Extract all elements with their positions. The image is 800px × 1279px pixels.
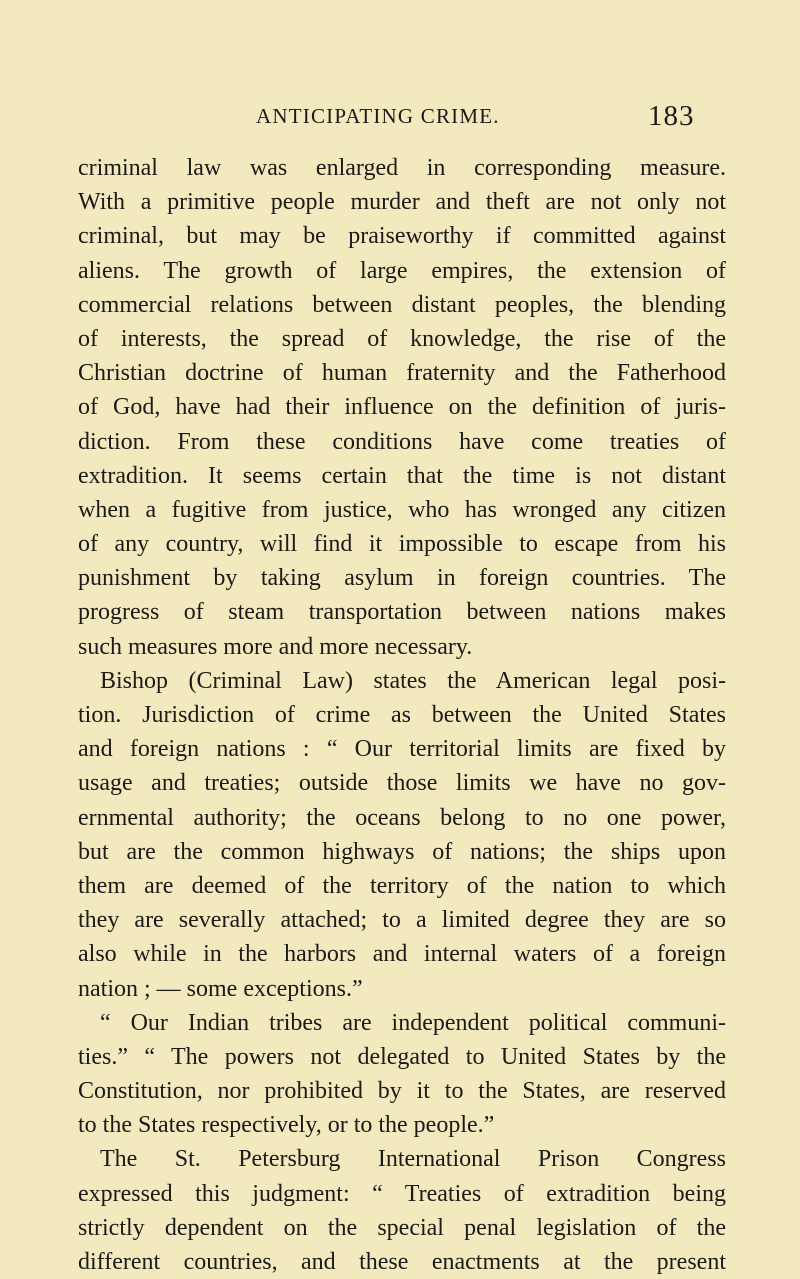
text-line: diction. From these conditions have come treaties of <box>78 428 726 455</box>
text-line: The St. Petersburg International Prison Congress <box>100 1146 726 1173</box>
text-line: With a primitive people murder and theft are not only not <box>78 189 726 216</box>
running-title: ANTICIPATING CRIME. <box>256 104 500 128</box>
text-line: such measures more and more necessary. <box>78 633 473 660</box>
text-line: punishment by taking asylum in foreign countries. The <box>78 565 726 592</box>
text-line: they are severally attached; to a limited degree they are so <box>78 907 726 934</box>
text-line: to the States respectively, or to the people.” <box>78 1112 495 1139</box>
text-line: strictly dependent on the special penal legislation of the <box>78 1214 726 1241</box>
text-line: Constitution, nor prohibited by it to the States, are reserved <box>78 1078 726 1105</box>
text-line: criminal law was enlarged in corresponding measure. <box>78 155 726 181</box>
text-line: usage and treaties; outside those limits we have no gov- <box>78 770 726 797</box>
text-line: commercial relations between distant peoples, the blending <box>78 291 726 318</box>
text-line: also while in the harbors and internal waters of a foreign <box>78 941 726 968</box>
text-line: nation ; — some exceptions.” <box>78 975 363 1002</box>
body-text <box>78 151 726 1279</box>
text-line: criminal, but may be praiseworthy if committed against <box>78 223 726 250</box>
text-line: different countries, and these enactments at the present <box>78 1249 726 1275</box>
text-line: Bishop (Criminal Law) states the American legal posi- <box>100 667 726 694</box>
text-line: ties.” “ The powers not delegated to United States by the <box>78 1043 726 1070</box>
text-line: “ Our Indian tribes are independent political communi- <box>100 1009 726 1036</box>
text-line: ernmental authority; the oceans belong to no one power, <box>78 804 726 831</box>
text-line: Christian doctrine of human fraternity and the Fatherhood <box>78 360 726 387</box>
text-line: tion. Jurisdiction of crime as between the United States <box>78 702 726 728</box>
text-line: them are deemed of the territory of the nation to which <box>78 872 726 899</box>
text-line: of God, have had their influence on the definition of juris- <box>78 394 726 421</box>
text-line: of interests, the spread of knowledge, the rise of the <box>78 325 726 352</box>
text-line: expressed this judgment: “ Treaties of extradition being <box>78 1180 726 1207</box>
running-head <box>0 100 800 140</box>
text-line: and foreign nations : “ Our territorial limits are fixed by <box>78 736 726 763</box>
text-line: extradition. It seems certain that the time is not distant <box>78 462 726 489</box>
page-number: 183 <box>648 100 695 132</box>
text-line: aliens. The growth of large empires, the extension of <box>78 257 726 284</box>
text-line: but are the common highways of nations; the ships upon <box>78 838 726 865</box>
text-line: when a fugitive from justice, who has wronged any citizen <box>78 496 726 523</box>
text-line: of any country, will find it impossible to escape from his <box>78 531 726 558</box>
text-line: progress of steam transportation between nations makes <box>78 599 726 626</box>
